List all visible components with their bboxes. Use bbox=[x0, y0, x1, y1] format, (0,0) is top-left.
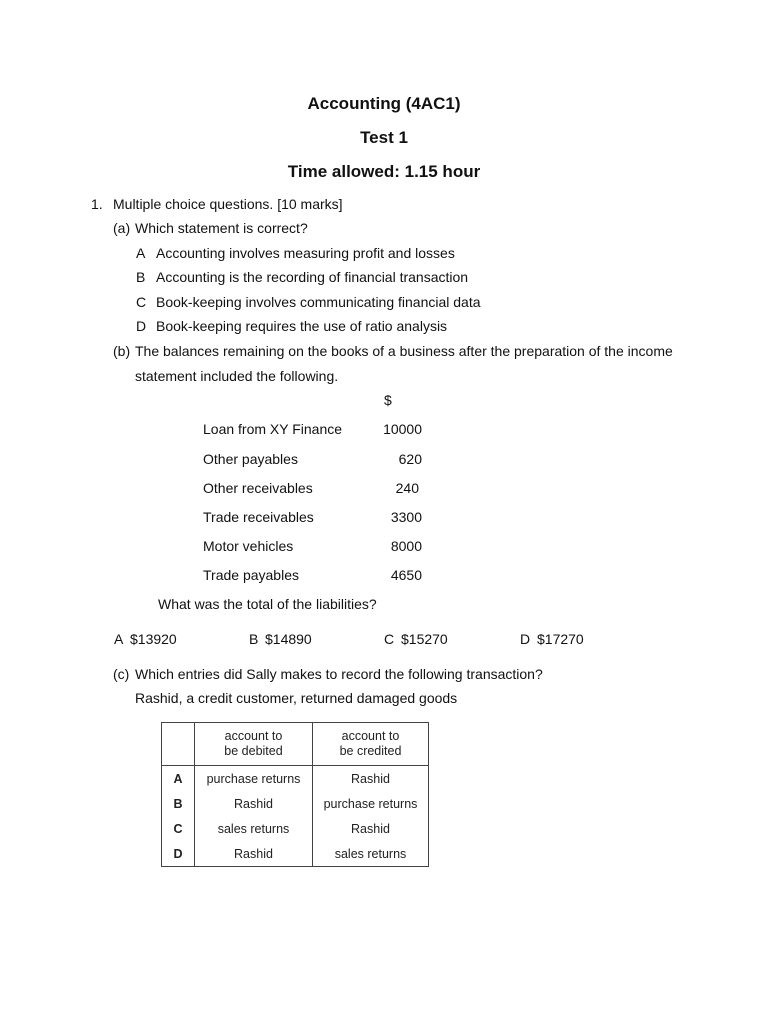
table-header-row bbox=[162, 723, 429, 766]
credit-account: Rashid bbox=[313, 816, 429, 841]
part-c-label: (c) bbox=[113, 666, 130, 682]
balance-item: Other payables bbox=[203, 451, 298, 467]
answer-value: $13920 bbox=[130, 631, 177, 647]
part-a-question: Which statement is correct? bbox=[135, 220, 308, 236]
part-c-question: Which entries did Sally makes to record the following transaction? bbox=[135, 666, 543, 682]
question-number: 1. bbox=[91, 196, 103, 212]
answer-value: $14890 bbox=[265, 631, 312, 647]
balance-amount: 4650 bbox=[390, 567, 422, 583]
answer-letter: C bbox=[384, 631, 395, 647]
part-b-question-line2: statement included the following. bbox=[135, 368, 339, 384]
credit-account: sales returns bbox=[313, 841, 429, 867]
answer-value: $15270 bbox=[401, 631, 448, 647]
part-b-prompt: What was the total of the liabilities? bbox=[158, 596, 377, 612]
credit-column-header bbox=[313, 723, 429, 766]
row-letter: C bbox=[162, 816, 195, 841]
time-allowed: Time allowed: 1.15 hour bbox=[287, 162, 481, 181]
question-heading: Multiple choice questions. [10 marks] bbox=[113, 196, 343, 212]
credit-account: Rashid bbox=[313, 766, 429, 792]
table-row bbox=[162, 791, 429, 816]
table-row bbox=[162, 816, 429, 841]
part-b-label: (b) bbox=[113, 343, 131, 359]
option-letter: B bbox=[136, 269, 146, 285]
page-title: Accounting (4AC1) bbox=[307, 94, 461, 113]
table-row bbox=[162, 841, 429, 867]
debit-column-header bbox=[195, 723, 313, 766]
double-entry-table bbox=[161, 722, 429, 867]
answer-value: $17270 bbox=[537, 631, 584, 647]
option-text: Book-keeping requires the use of ratio analysis bbox=[156, 318, 448, 334]
balance-amount: 620 bbox=[398, 451, 422, 467]
debit-account: purchase returns bbox=[195, 766, 313, 792]
balance-amount: 10000 bbox=[383, 421, 422, 437]
debit-header-line2: be debited bbox=[224, 744, 283, 758]
currency-header: $ bbox=[384, 392, 392, 408]
balance-amount: 8000 bbox=[390, 538, 422, 554]
debit-account: Rashid bbox=[195, 841, 313, 867]
balance-item: Trade payables bbox=[203, 567, 299, 583]
balance-item: Motor vehicles bbox=[203, 538, 294, 554]
balance-item: Trade receivables bbox=[203, 509, 314, 525]
option-letter: A bbox=[136, 245, 146, 261]
option-text: Book-keeping involves communicating financial data bbox=[156, 294, 481, 310]
balance-amount: 3300 bbox=[390, 509, 422, 525]
row-letter: B bbox=[162, 791, 195, 816]
part-a-label: (a) bbox=[113, 220, 131, 236]
debit-header-line1: account to bbox=[224, 729, 283, 743]
option-letter: C bbox=[136, 294, 147, 310]
balance-amount: 240 bbox=[395, 480, 419, 496]
answer-letter: A bbox=[114, 631, 124, 647]
answer-letter: D bbox=[520, 631, 531, 647]
credit-header-line1: account to bbox=[341, 729, 400, 743]
test-subtitle: Test 1 bbox=[360, 128, 408, 147]
part-b-question-line1: The balances remaining on the books of a business after the preparation of the income bbox=[135, 343, 673, 359]
table-header-blank bbox=[162, 723, 195, 766]
debit-account: sales returns bbox=[195, 816, 313, 841]
answer-letter: B bbox=[249, 631, 259, 647]
balance-item: Loan from XY Finance bbox=[203, 421, 343, 437]
option-text: Accounting is the recording of financial transaction bbox=[156, 269, 469, 285]
credit-header-line2: be credited bbox=[339, 744, 402, 758]
row-letter: A bbox=[162, 766, 195, 792]
credit-account: purchase returns bbox=[313, 791, 429, 816]
balance-item: Other receivables bbox=[203, 480, 313, 496]
table-row bbox=[162, 766, 429, 792]
option-letter: D bbox=[136, 318, 147, 334]
option-text: Accounting involves measuring profit and losses bbox=[156, 245, 455, 261]
row-letter: D bbox=[162, 841, 195, 867]
debit-account: Rashid bbox=[195, 791, 313, 816]
part-c-detail: Rashid, a credit customer, returned damaged goods bbox=[135, 690, 458, 706]
